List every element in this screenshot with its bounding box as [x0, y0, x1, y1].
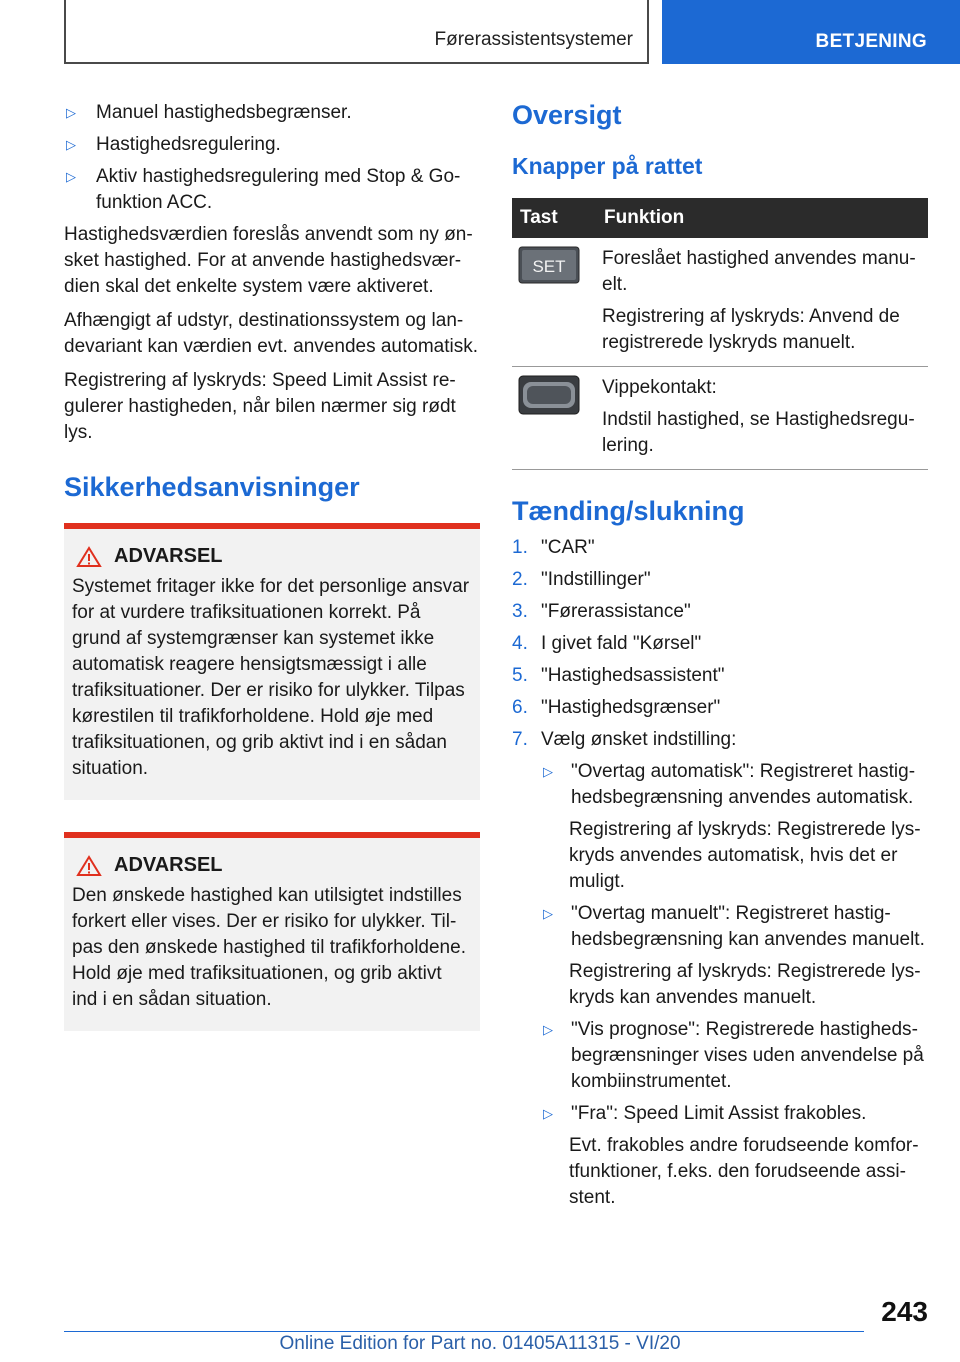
- list-item-text: Aktiv hastighedsregulering med Stop & Go-funktion ACC.: [96, 166, 461, 213]
- warning-text: Den ønskede hastighed kan utilsigtet indstilles forkert eller vises. Der er risiko for ulykker. Tilpas den ønskede hastighed til trafikforholdene. Hold øje med trafiksituationen, og grib aktivt ind i en sådan situation.: [72, 885, 466, 1010]
- bullet-icon: ▷: [543, 1106, 553, 1121]
- header-chapter[interactable]: [662, 0, 960, 64]
- warning-triangle-icon: [76, 855, 102, 877]
- option-text: "Vis prognose": Registrerede hastighedsbegrænsninger vises uden anvendelse på kombiinstrumentet.: [571, 1019, 924, 1092]
- option-extra: Registrering af lyskryds: Registrerede lyskryds kan anvendes manuelt.: [569, 961, 921, 1008]
- rocker-switch-icon: [518, 375, 580, 415]
- footer-edition-text: Online Edition for Part no. 01405A11315 - VI/20: [279, 1333, 681, 1354]
- warning-title: ADVARSEL: [114, 854, 223, 876]
- page-number: 243: [881, 1296, 928, 1327]
- overview-heading: Oversigt: [512, 100, 622, 130]
- list-item: [512, 599, 928, 625]
- table-cell-key: [512, 367, 596, 470]
- warning-title: ADVARSEL: [114, 545, 223, 567]
- table-cell-key: [512, 238, 596, 367]
- warning-header: [72, 854, 472, 877]
- table-header-row: [512, 198, 928, 238]
- option-extra: Registrering af lyskryds: Registrerede lyskryds anvendes automatisk, hvis det er muligt.: [569, 819, 921, 892]
- table-cell-function: [596, 238, 928, 367]
- warning-triangle-icon: [76, 546, 102, 568]
- list-item: [541, 759, 928, 811]
- bullet-icon: ▷: [543, 764, 553, 779]
- list-item: [541, 1017, 928, 1095]
- table-row: [512, 238, 928, 367]
- footer-edition[interactable]: [0, 1333, 960, 1355]
- list-item: [64, 100, 480, 126]
- header-section-title: Førerassistentsystemer: [434, 29, 633, 50]
- button-table: [512, 198, 928, 470]
- option-text: "Overtag automatisk": Registreret hastighedsbegrænsning anvendes automatisk.: [571, 761, 916, 808]
- bullet-icon: ▷: [66, 169, 76, 184]
- list-item: [512, 535, 928, 561]
- step-number: 7.: [512, 729, 528, 750]
- step-text: "Førerassistance": [541, 601, 691, 622]
- list-item: [512, 663, 928, 689]
- list-item: [512, 631, 928, 657]
- step-text: "Hastighedsgrænser": [541, 697, 721, 718]
- list-item: [64, 164, 480, 216]
- left-column: [64, 100, 480, 1031]
- warning-box: [64, 523, 480, 800]
- table-header-key: Tast: [512, 198, 596, 238]
- step-number: 3.: [512, 601, 528, 622]
- bullet-icon: ▷: [66, 105, 76, 120]
- paragraph: Hastighedsværdien foreslås anvendt som ny ønsket hastighed. For at anvende hastighedsværdien skal det enkelte system være aktiveret.: [64, 224, 473, 297]
- list-item: [541, 1101, 928, 1127]
- list-item: [541, 901, 928, 953]
- function-text: Vippekontakt:: [602, 377, 717, 398]
- list-item: [512, 695, 928, 721]
- safety-heading: Sikkerhedsanvisninger: [64, 472, 360, 502]
- step-number: 6.: [512, 697, 528, 718]
- step-number: 5.: [512, 665, 528, 686]
- function-text: Indstil hastighed, se Hastighedsregulering.: [602, 409, 915, 456]
- buttons-heading: Knapper på rattet: [512, 153, 703, 179]
- list-item: [512, 727, 928, 753]
- footer-divider: [64, 1331, 864, 1332]
- option-text: "Overtag manuelt": Registreret hastighedsbegrænsning kan anvendes manuelt.: [571, 903, 925, 950]
- set-button-icon: [518, 246, 580, 284]
- bullet-icon: ▷: [543, 1022, 553, 1037]
- warning-box: [64, 832, 480, 1031]
- header-section: [64, 0, 649, 64]
- step-text: "Indstillinger": [541, 569, 651, 590]
- bullet-icon: ▷: [543, 906, 553, 921]
- option-text: "Fra": Speed Limit Assist frakobles.: [571, 1103, 867, 1124]
- warning-header: [72, 545, 472, 568]
- option-list: [541, 759, 928, 1211]
- onoff-heading: Tænding/slukning: [512, 496, 745, 526]
- step-text: I givet fald "Kørsel": [541, 633, 702, 654]
- right-column: [512, 100, 928, 1217]
- step-text: "CAR": [541, 537, 595, 558]
- paragraph: Registrering af lyskryds: Speed Limit Assist regulerer hastigheden, når bilen nærmer sig rødt lys.: [64, 370, 456, 443]
- paragraph: Afhængigt af udstyr, destinationssystem og landevariant kan værdien evt. anvendes automatisk.: [64, 310, 479, 357]
- step-number: 2.: [512, 569, 528, 590]
- warning-text: Systemet fritager ikke for det personlige ansvar for at vurdere trafiksituationen korrekt. På grund af systemgrænser kan systemet ikke automatisk reagere hensigtsmæssigt i alle trafiksituationer. Der er risiko for ulykker. Tilpas kørestilen til trafikforholdene. Hold øje med trafiksituationen, og grib aktivt ind i en sådan situation.: [72, 576, 470, 779]
- step-number: 1.: [512, 537, 528, 558]
- function-text: Registrering af lyskryds: Anvend de registrerede lyskryds manuelt.: [602, 306, 900, 353]
- table-row: [512, 367, 928, 470]
- table-header-function: Funktion: [596, 198, 928, 238]
- set-button-label: SET: [532, 257, 566, 276]
- header-chapter-title: BETJENING: [815, 31, 927, 52]
- step-text: Vælg ønsket indstilling:: [541, 729, 737, 750]
- table-cell-function: [596, 367, 928, 470]
- list-item-text: Manuel hastighedsbegrænser.: [96, 102, 352, 123]
- list-item: [64, 132, 480, 158]
- option-extra: Evt. frakobles andre forudseende komfortfunktioner, f.eks. den forudseende assistent.: [569, 1135, 919, 1208]
- step-text: "Hastighedsassistent": [541, 665, 725, 686]
- list-item: [512, 567, 928, 593]
- function-text: Foreslået hastighed anvendes manuelt.: [602, 248, 916, 295]
- list-item-text: Hastighedsregulering.: [96, 134, 281, 155]
- bullet-icon: ▷: [66, 137, 76, 152]
- step-number: 4.: [512, 633, 528, 654]
